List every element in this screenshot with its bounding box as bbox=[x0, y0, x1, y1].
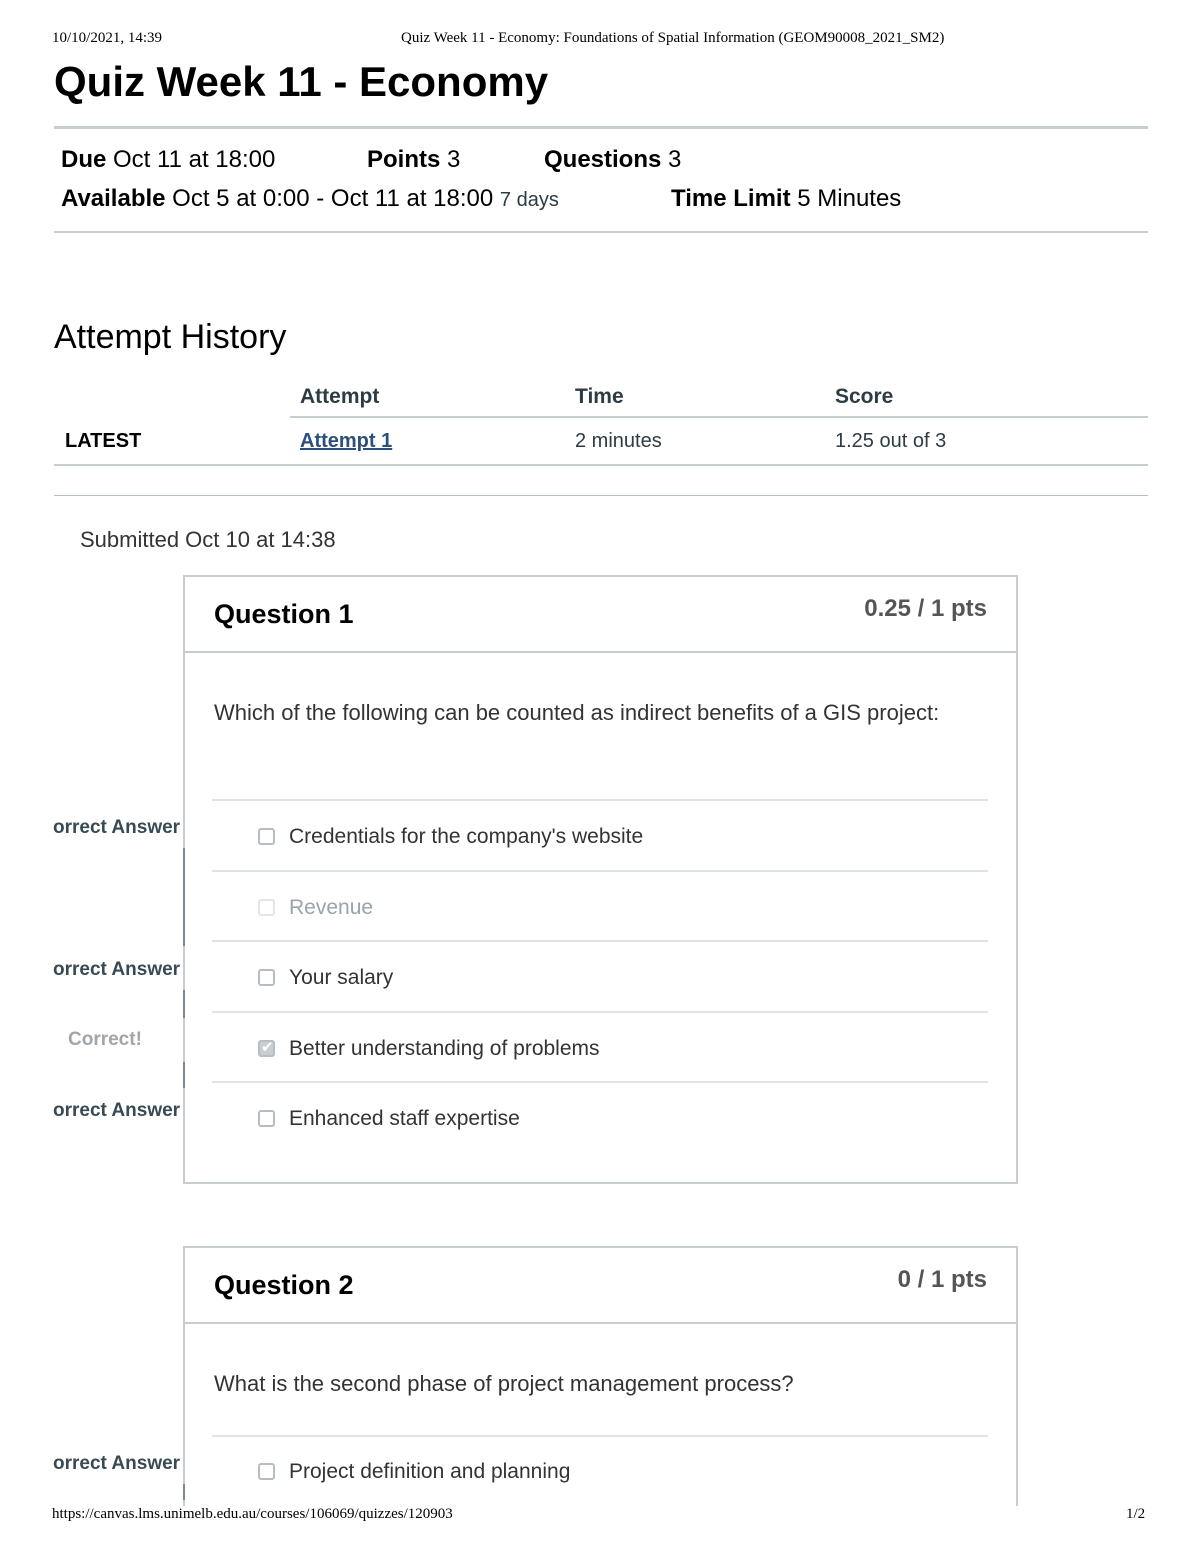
latest-tag: LATEST bbox=[65, 430, 142, 452]
correct-answer-marker: orrect Answer bbox=[53, 959, 181, 980]
correct-answer-marker: orrect Answer bbox=[53, 1453, 181, 1474]
available-info bbox=[61, 185, 559, 213]
due-value: Oct 11 at 18:00 bbox=[113, 146, 276, 173]
correct-marker: Correct! bbox=[68, 1029, 142, 1050]
question-2-header bbox=[185, 1248, 1016, 1324]
answer-label: Enhanced staff expertise bbox=[289, 1107, 520, 1130]
attempt-time: 2 minutes bbox=[575, 430, 662, 452]
column-header-attempt: Attempt bbox=[300, 385, 380, 408]
table-header-divider bbox=[290, 416, 1148, 418]
answer-divider bbox=[212, 940, 988, 942]
answer-label: Your salary bbox=[289, 966, 394, 989]
checkbox bbox=[258, 899, 275, 916]
due-label: Due bbox=[61, 146, 107, 173]
marker-line bbox=[183, 848, 185, 946]
question-2-points: 0 / 1 pts bbox=[897, 1266, 987, 1293]
checkbox bbox=[258, 969, 275, 986]
title-divider bbox=[54, 126, 1148, 129]
print-datetime: 10/10/2021, 14:39 bbox=[52, 30, 163, 46]
time-limit-label: Time Limit bbox=[671, 185, 791, 212]
answer-divider bbox=[212, 1435, 988, 1437]
question-2-title: Question 2 bbox=[214, 1270, 354, 1300]
question-2-text: What is the second phase of project management process? bbox=[214, 1371, 794, 1396]
attempt-history-heading: Attempt History bbox=[54, 318, 287, 356]
column-header-score: Score bbox=[835, 385, 894, 408]
print-page-number: 1/2 bbox=[1126, 1506, 1146, 1522]
question-1-text: Which of the following can be counted as indirect benefits of a GIS project: bbox=[214, 700, 940, 725]
checkbox bbox=[258, 828, 275, 845]
available-value: Oct 5 at 0:00 - Oct 11 at 18:00 bbox=[172, 185, 494, 212]
marker-line bbox=[183, 990, 185, 1018]
answer-label: Credentials for the company's website bbox=[289, 825, 644, 848]
answer-divider bbox=[212, 799, 988, 801]
marker-line bbox=[183, 1062, 185, 1088]
page-title: Quiz Week 11 - Economy bbox=[54, 58, 549, 105]
time-limit-value: 5 Minutes bbox=[797, 185, 902, 212]
available-label: Available bbox=[61, 185, 166, 212]
answer-label: Project definition and planning bbox=[289, 1460, 571, 1483]
correct-answer-marker: orrect Answer bbox=[53, 817, 181, 838]
answer-divider bbox=[212, 870, 988, 872]
answer-label: Revenue bbox=[289, 896, 374, 919]
due-info bbox=[61, 146, 275, 174]
submitted-timestamp: Submitted Oct 10 at 14:38 bbox=[80, 527, 336, 552]
meta-divider bbox=[54, 231, 1148, 233]
answer-divider bbox=[212, 1081, 988, 1083]
attempt-1-link[interactable]: Attempt 1 bbox=[300, 430, 393, 452]
questions-info bbox=[544, 146, 681, 174]
checkbox bbox=[258, 1110, 275, 1127]
time-limit-info bbox=[671, 185, 901, 213]
question-1-card bbox=[183, 575, 1018, 1184]
available-days: 7 days bbox=[499, 189, 559, 211]
print-url: https://canvas.lms.unimelb.edu.au/courses/106069/quizzes/120903 bbox=[52, 1506, 453, 1522]
points-info bbox=[367, 146, 460, 174]
points-label: Points bbox=[367, 146, 441, 173]
marker-line bbox=[183, 1484, 185, 1500]
correct-marker-clip bbox=[68, 1029, 148, 1053]
questions-label: Questions bbox=[544, 146, 662, 173]
table-row-divider bbox=[54, 464, 1148, 466]
correct-answer-marker: orrect Answer bbox=[53, 1100, 181, 1121]
answer-divider bbox=[212, 1011, 988, 1013]
print-doc-title: Quiz Week 11 - Economy: Foundations of Spatial Information (GEOM90008_2021_SM2) bbox=[401, 30, 945, 46]
column-header-time: Time bbox=[575, 385, 624, 408]
question-1-header bbox=[185, 577, 1016, 653]
question-1-points: 0.25 / 1 pts bbox=[864, 595, 987, 622]
question-1-title: Question 1 bbox=[214, 599, 354, 629]
points-value: 3 bbox=[447, 146, 461, 173]
answer-label: Better understanding of problems bbox=[289, 1037, 600, 1060]
attempt-score: 1.25 out of 3 bbox=[835, 430, 947, 452]
checkbox bbox=[258, 1463, 275, 1480]
questions-value: 3 bbox=[668, 146, 682, 173]
checked-checkbox bbox=[258, 1040, 275, 1057]
section-divider bbox=[54, 495, 1148, 496]
